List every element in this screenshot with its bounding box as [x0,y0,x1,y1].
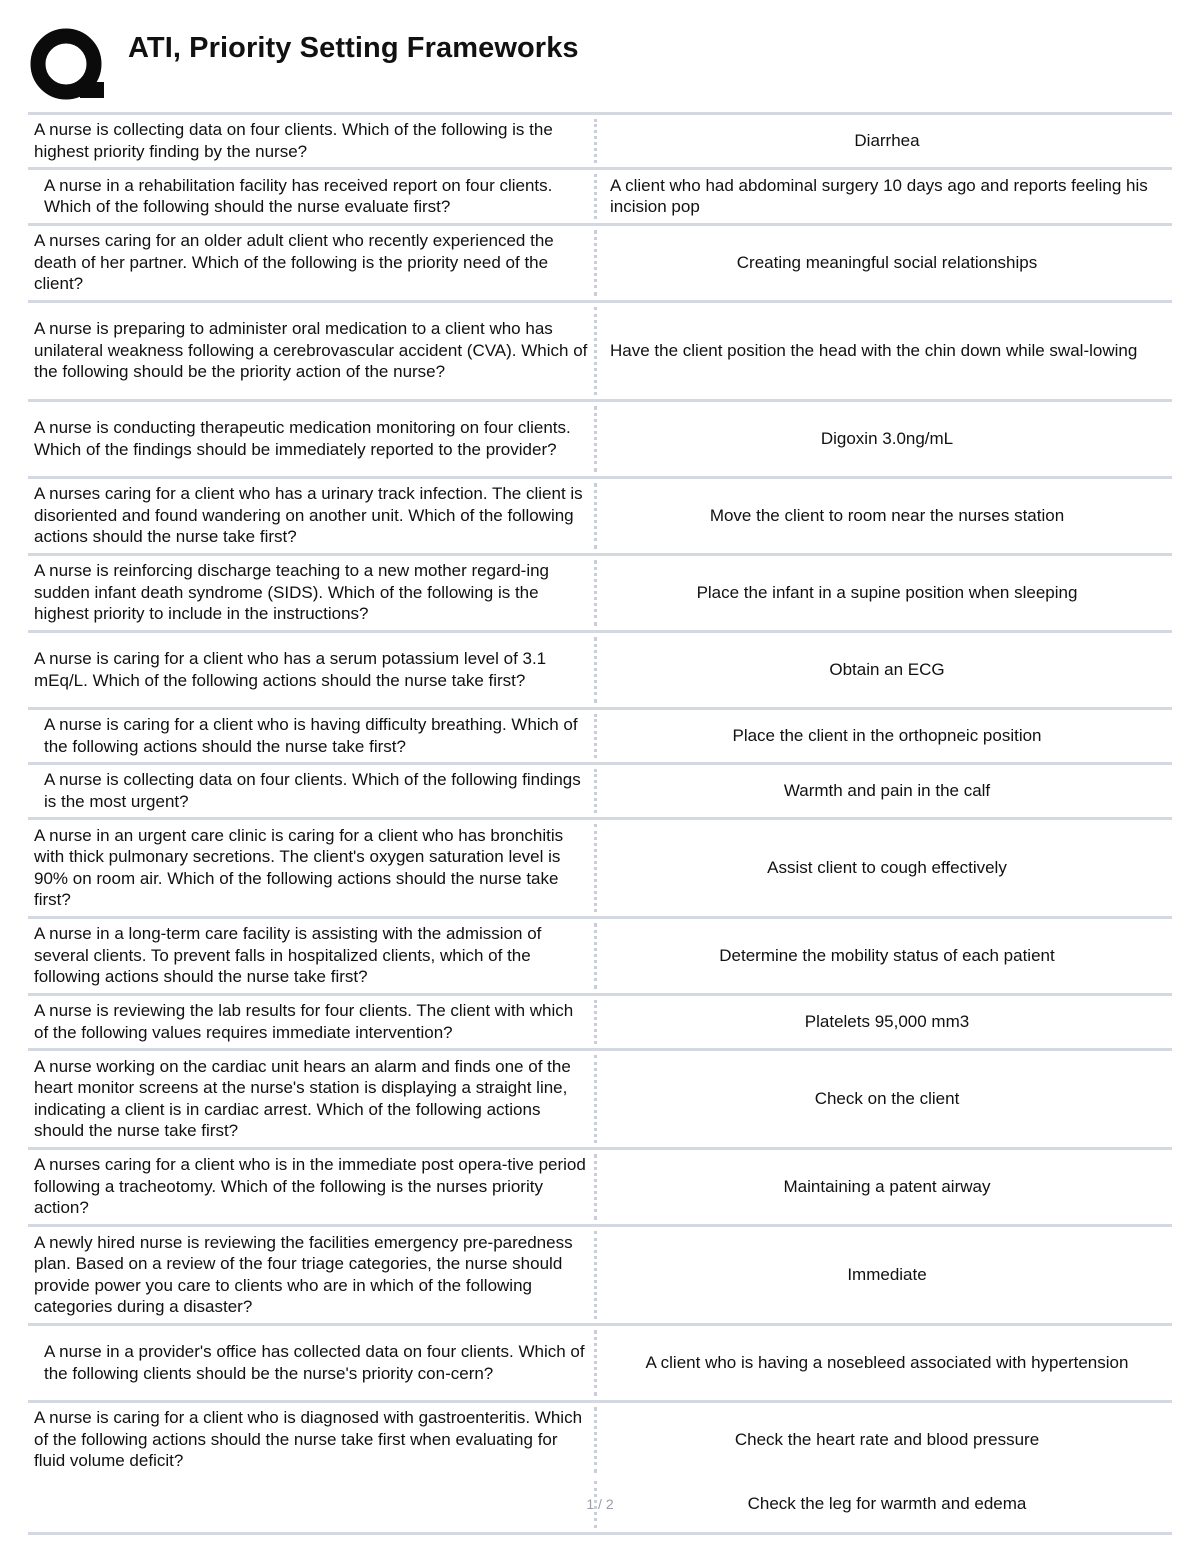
page-title: ATI, Priority Setting Frameworks [128,32,579,64]
card-question: A nurse in an urgent care clinic is caring for a client who has bronchitis with thick pulmonary secretions. The client's oxygen saturation level is 90% on room air. Which of the following actions should the nurse take first? [34,825,564,909]
card-answer: Check the heart rate and blood pressure [734,1429,1040,1449]
page-indicator: 1 / 2 [586,1496,614,1512]
card-question: A nurse is reinforcing discharge teaching to a new mother regard-ing sudden infant death syndrome (SIDS). Which of the following is the highest priority to include in the instructions? [34,561,550,624]
quizlet-q-logo-icon [28,28,108,108]
card-question: A nurse is preparing to administer oral medication to a client who has unilateral weakness following a cerebrovascular accident (CVA). Which of the following should be the priority action of the nurse? [34,319,588,382]
flashcard-row [28,1224,1172,1323]
card-question: A nurse is collecting data on four clients. Which of the following is the highest priority finding by the nurse? [34,120,553,161]
flashcard-row [28,630,1172,707]
flashcard-row [28,817,1172,916]
card-question: A nurse in a provider's office has collected data on four clients. Which of the following clients should be the nurse's priority con-cern? [44,1342,585,1383]
card-answer: Maintaining a patent airway [783,1176,991,1196]
card-question: A newly hired nurse is reviewing the facilities emergency pre-paredness plan. Based on a review of the four triage categories, the nurse should provide power you care to clients who are in which of the following categories during a disaster? [34,1232,573,1316]
card-answer: A client who is having a nosebleed associated with hypertension [645,1352,1129,1372]
card-answer: Obtain an ECG [829,659,945,679]
flashcard-row [28,916,1172,993]
card-question: A nurses caring for an older adult client who recently experienced the death of her partner. Which of the following is the priority need of the client? [34,231,554,294]
card-answer: Creating meaningful social relationships [736,252,1038,272]
flashcard-row [28,707,1172,762]
card-question: A nurse is caring for a client who is having difficulty breathing. Which of the following actions should the nurse take first? [44,715,578,756]
document-header [28,28,1178,108]
flashcard-row [28,167,1172,223]
card-answer: A client who had abdominal surgery 10 days ago and reports feeling his incision pop [610,175,1148,216]
flashcard-row [28,1323,1172,1400]
flashcard-row [28,762,1172,817]
card-question: A nurses caring for a client who is in the immediate post opera-tive period following a tracheotomy. Which of the following is the nurses priority action? [34,1155,586,1218]
card-answer: Platelets 95,000 mm3 [804,1011,970,1031]
card-question: A nurses caring for a client who has a urinary track infection. The client is disoriented and found wandering on another unit. Which of the following actions should the nurse take first? [34,484,583,547]
card-answer: Place the client in the orthopneic position [732,725,1042,745]
card-question: A nurse is caring for a client who is diagnosed with gastroenteritis. Which of the following actions should the nurse take first when evaluating for fluid volume deficit? [34,1408,583,1471]
flashcard-row [28,553,1172,630]
flashcard-row [28,1400,1172,1477]
flashcard-row [28,1048,1172,1147]
card-question: A nurse in a long-term care facility is assisting with the admission of several clients. To prevent falls in hospitalized clients, which of the following actions should the nurse take first? [34,924,542,987]
card-question: A nurse in a rehabilitation facility has received report on four clients. Which of the following should the nurse evaluate first? [44,175,553,216]
card-question: A nurse is caring for a client who has a serum potassium level of 3.1 mEq/L. Which of the following actions should the nurse take first? [34,649,547,690]
flashcard-row [28,112,1172,167]
card-question: A nurse working on the cardiac unit hears an alarm and finds one of the heart monitor screens at the nurse's station is displaying a straight line, indicating a client is in cardiac arrest. Which of the following actions should the nurse take first? [34,1056,571,1140]
card-answer: Move the client to room near the nurses station [709,505,1065,525]
card-question: A nurse is collecting data on four clients. Which of the following findings is the most urgent? [44,770,581,811]
flashcard-row [28,300,1172,399]
card-answer: Warmth and pain in the calf [783,780,991,800]
flashcard-row [28,1147,1172,1224]
card-answer: Place the infant in a supine position when sleeping [696,582,1078,602]
card-answer: Assist client to cough effectively [767,857,1007,877]
card-question: A nurse is reviewing the lab results for four clients. The client with which of the following values requires immediate intervention? [34,1001,574,1042]
flashcard-list [28,112,1172,1535]
flashcard-row [28,476,1172,553]
flashcard-row [28,993,1172,1048]
card-answer: Determine the mobility status of each patient [719,945,1055,965]
card-answer: Check the leg for warmth and edema [747,1494,1027,1514]
card-question: A nurse is conducting therapeutic medication monitoring on four clients. Which of the findings should be immediately reported to the provider? [34,418,571,459]
card-answer: Digoxin 3.0ng/mL [820,428,954,448]
card-answer: Check on the client [814,1088,960,1108]
flashcard-row [28,399,1172,476]
card-answer: Diarrhea [854,130,920,150]
card-answer: Have the client position the head with the chin down while swal-lowing [610,340,1138,360]
flashcard-row [28,223,1172,300]
card-answer: Immediate [847,1264,927,1284]
